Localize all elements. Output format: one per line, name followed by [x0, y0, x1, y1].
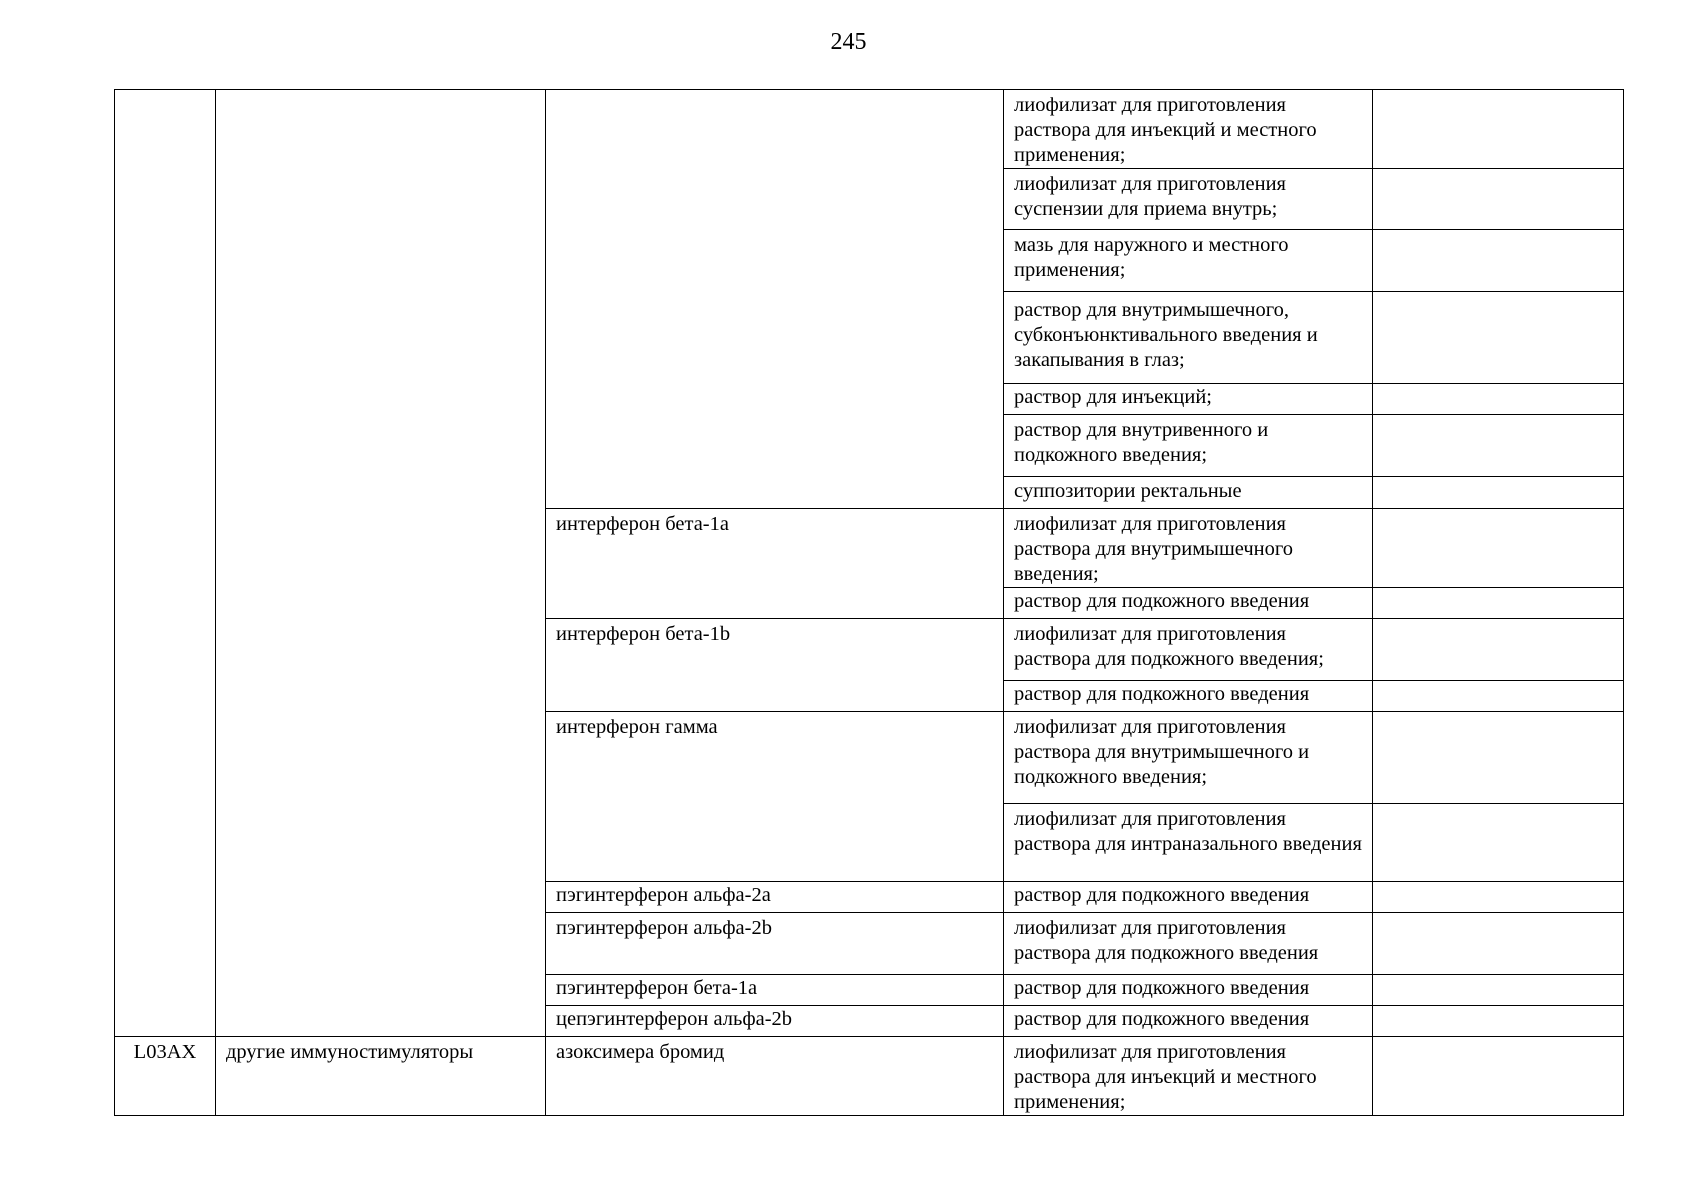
dosage-form-cell: лиофилизат для приготовления раствора для подкожного введения — [1004, 913, 1373, 975]
dosage-form-cell: лиофилизат для приготовления раствора для инъекций и местного применения; — [1004, 1037, 1373, 1116]
note-cell — [1373, 230, 1624, 292]
note-cell — [1373, 415, 1624, 477]
drug-name-cell: пэгинтерферон бета-1a — [546, 975, 1004, 1006]
group-name-cell: другие иммуностимуляторы — [216, 1037, 546, 1116]
drug-name-cell: цепэгинтерферон альфа-2b — [546, 1006, 1004, 1037]
dosage-form-cell: лиофилизат для приготовления суспензии для приема внутрь; — [1004, 169, 1373, 230]
note-cell — [1373, 384, 1624, 415]
note-cell — [1373, 681, 1624, 712]
table-row — [115, 1037, 1624, 1116]
table-row — [115, 90, 1624, 169]
dosage-form-cell: раствор для подкожного введения — [1004, 975, 1373, 1006]
note-cell — [1373, 509, 1624, 588]
dosage-form-cell: раствор для внутривенного и подкожного введения; — [1004, 415, 1373, 477]
note-cell — [1373, 882, 1624, 913]
note-cell — [1373, 1037, 1624, 1116]
dosage-form-cell: раствор для подкожного введения — [1004, 588, 1373, 619]
dosage-form-cell: раствор для подкожного введения — [1004, 882, 1373, 913]
dosage-form-cell: лиофилизат для приготовления раствора для интраназального введения — [1004, 804, 1373, 882]
drug-name-cell: азоксимера бромид — [546, 1037, 1004, 1116]
atc-code-cell — [115, 90, 216, 1037]
dosage-form-cell: лиофилизат для приготовления раствора для подкожного введения; — [1004, 619, 1373, 681]
drug-name-cell: пэгинтерферон альфа-2a — [546, 882, 1004, 913]
drug-name-cell — [546, 90, 1004, 509]
drug-name-cell: интерферон бета-1b — [546, 619, 1004, 712]
note-cell — [1373, 804, 1624, 882]
drug-name-cell: интерферон бета-1a — [546, 509, 1004, 619]
dosage-form-cell: раствор для инъекций; — [1004, 384, 1373, 415]
dosage-form-cell: раствор для внутримышечного, субконъюнктивального введения и закапывания в глаз; — [1004, 292, 1373, 384]
atc-code-cell: L03AX — [115, 1037, 216, 1116]
dosage-form-cell: лиофилизат для приготовления раствора для инъекций и местного применения; — [1004, 90, 1373, 169]
drug-name-cell: интерферон гамма — [546, 712, 1004, 882]
note-cell — [1373, 588, 1624, 619]
page-number: 245 — [830, 29, 867, 55]
note-cell — [1373, 292, 1624, 384]
group-name-cell — [216, 90, 546, 1037]
dosage-form-cell: лиофилизат для приготовления раствора для внутримышечного введения; — [1004, 509, 1373, 588]
drug-name-cell: пэгинтерферон альфа-2b — [546, 913, 1004, 975]
note-cell — [1373, 477, 1624, 509]
dosage-form-cell: раствор для подкожного введения — [1004, 681, 1373, 712]
note-cell — [1373, 712, 1624, 804]
dosage-form-cell: раствор для подкожного введения — [1004, 1006, 1373, 1037]
dosage-form-cell: мазь для наружного и местного применения; — [1004, 230, 1373, 292]
dosage-form-cell: суппозитории ректальные — [1004, 477, 1373, 509]
note-cell — [1373, 913, 1624, 975]
note-cell — [1373, 1006, 1624, 1037]
note-cell — [1373, 975, 1624, 1006]
dosage-form-cell: лиофилизат для приготовления раствора для внутримышечного и подкожного введения; — [1004, 712, 1373, 804]
drug-table — [114, 89, 1624, 1116]
note-cell — [1373, 169, 1624, 230]
note-cell — [1373, 90, 1624, 169]
note-cell — [1373, 619, 1624, 681]
